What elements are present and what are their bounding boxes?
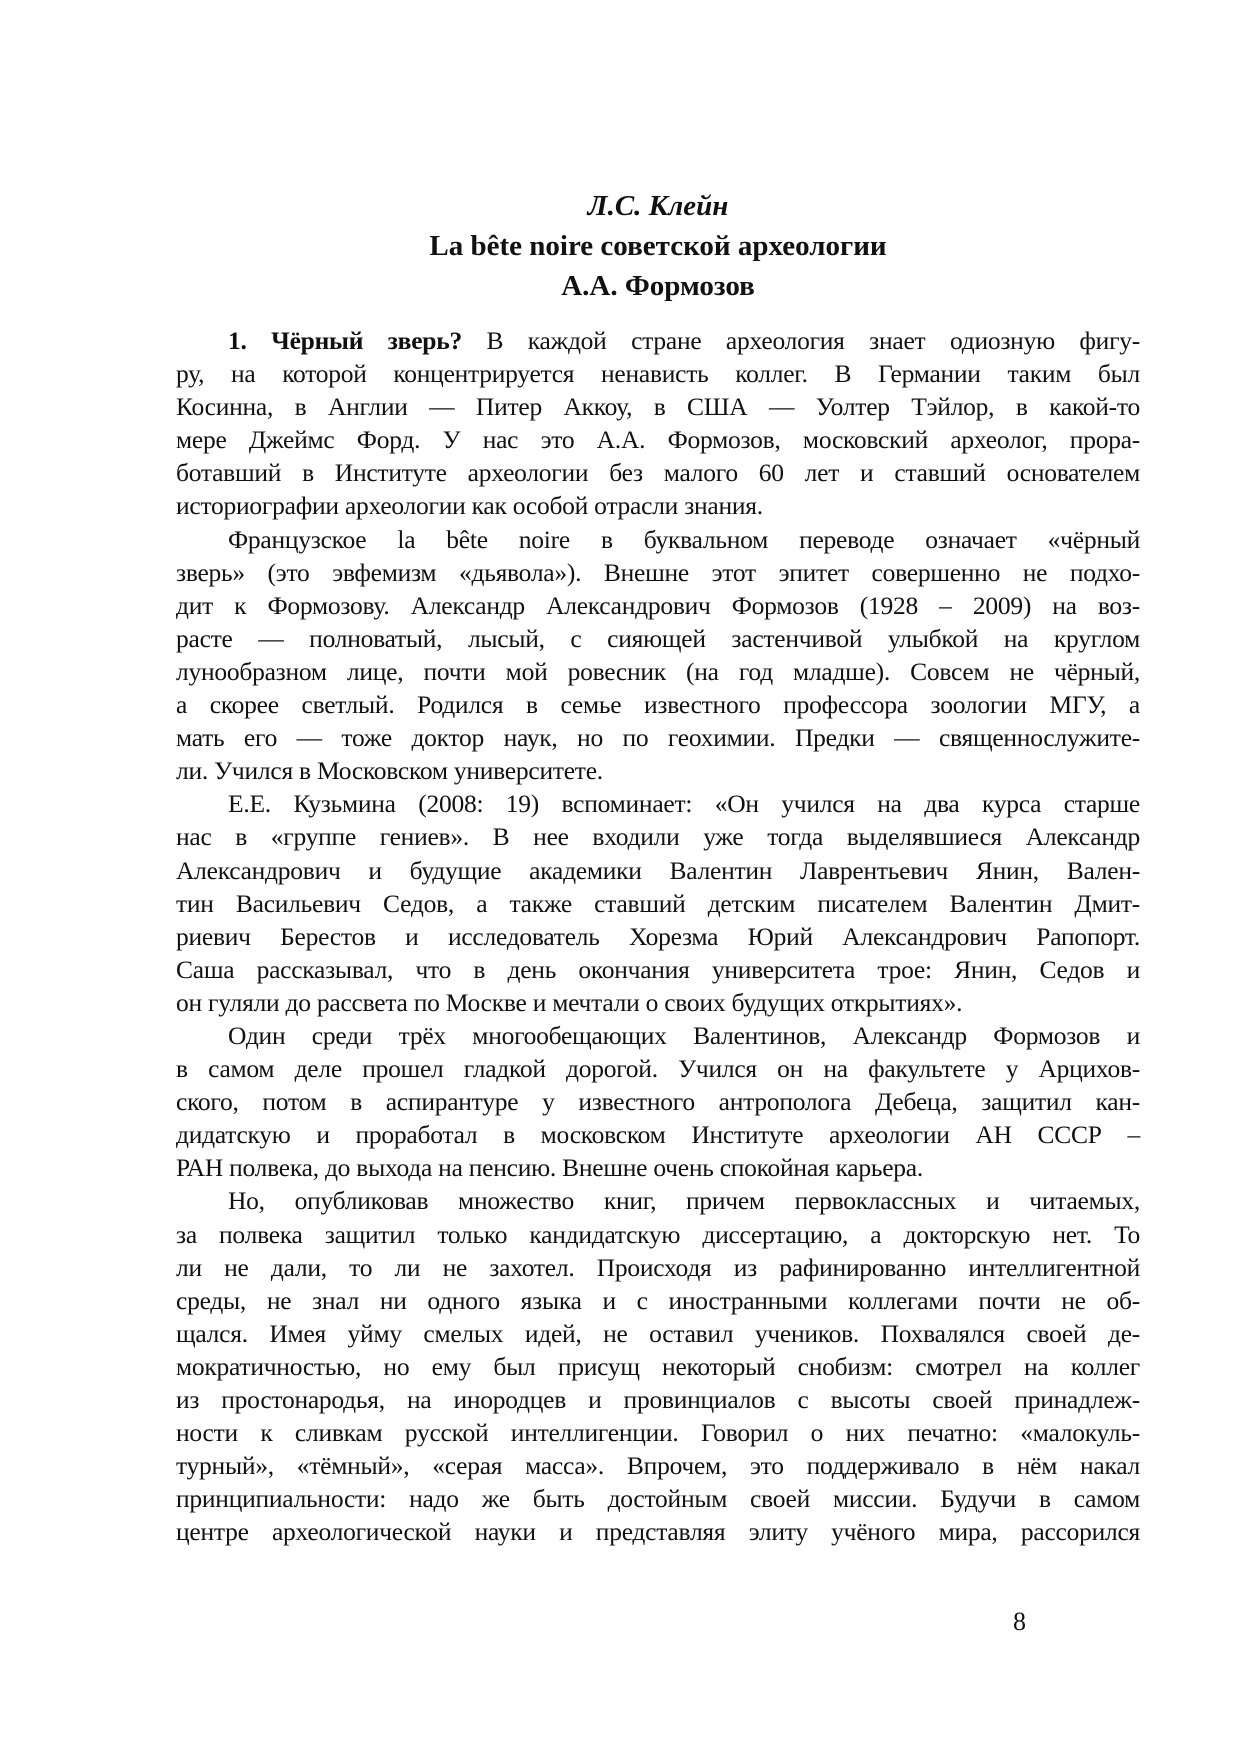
text-line: Французское la bête noire в буквальном переводе означает «чёрный [228, 524, 1140, 554]
text-line: ботавший в Институте археологии без малого 60 лет и ставший основателем [176, 458, 1140, 488]
text-line: Один среди трёх многообещающих Валентинов, Александр Формозов и [228, 1020, 1140, 1050]
text-line: нас в «группе гениев». В нее входили уже тогда выделявшиеся Александр [176, 822, 1140, 852]
text-line [176, 324, 1140, 357]
paragraph [176, 787, 1140, 1019]
article-subject: А.А. Формозов [561, 270, 755, 302]
text-line: ру, на которой концентрируется ненависть коллег. В Германии таким был [176, 359, 1140, 389]
text-line: щался. Имея уйму смелых идей, не оставил учеников. Похвалялся своей де- [176, 1318, 1140, 1348]
author-name: Л.С. Клейн [587, 190, 729, 222]
article-header [0, 186, 1241, 306]
text-line: Косинна, в Англии — Питер Аккоу, в США — Уолтер Тэйлор, в какой-то [176, 392, 1140, 422]
text-line: среды, не знал ни одного языка и с иностранными коллегами почти не об- [176, 1285, 1140, 1315]
text-line: дит к Формозову. Александр Александрович Формозов (1928 – 2009) на воз- [176, 590, 1140, 620]
text-line: тин Васильевич Седов, а также ставший детским писателем Валентин Дмит- [176, 888, 1140, 918]
text-line: а скорее светлый. Родился в семье известного профессора зоологии МГУ, а [176, 690, 1140, 720]
text-line: ности к сливкам русской интеллигенции. Говорил о них печатно: «малокуль- [176, 1418, 1140, 1448]
text-line: Е.Е. Кузьмина (2008: 19) вспоминает: «Он учился на два курса старше [228, 789, 1140, 819]
text-line: принципиальности: надо же быть достойным своей миссии. Будучи в самом [176, 1484, 1140, 1514]
text-line: историографии археологии как особой отрасли знания. [176, 491, 763, 521]
text-line: в самом деле прошел гладкой дорогой. Учился он на факультете у Арцихов- [176, 1054, 1140, 1084]
article-title: La bête noire советской археологии [429, 230, 887, 262]
paragraph [176, 1184, 1140, 1548]
text-line: ли. Учился в Московском университете. [176, 756, 603, 786]
text-line: ли не дали, то ли не захотел. Происходя из рафинированно интеллигентной [176, 1252, 1140, 1282]
text-line: риевич Берестов и исследователь Хорезма Юрий Александрович Рапопорт. [176, 921, 1140, 951]
paragraph [176, 1019, 1140, 1184]
article-body [176, 324, 1140, 1548]
text-line: РАН полвека, до выхода на пенсию. Внешне очень спокойная карьера. [176, 1153, 923, 1183]
text-line: Александрович и будущие академики Валентин Лаврентьевич Янин, Вален- [176, 855, 1140, 885]
text-span: В каждой стране археология знает одиозную фигу- [486, 326, 1141, 355]
text-line: мере Джеймс Форд. У нас это А.А. Формозов, московский археолог, прора- [176, 425, 1140, 455]
text-line: зверь» (это эвфемизм «дьявола»). Внешне этот эпитет совершенно не подхо- [176, 557, 1140, 587]
text-line: Но, опубликовав множество книг, причем первоклассных и читаемых, [228, 1186, 1140, 1216]
text-line: турный», «тёмный», «серая масса». Впрочем, это поддерживало в нём накал [176, 1451, 1140, 1481]
text-line: мать его — тоже доктор наук, но по геохимии. Предки — священнослужите- [176, 723, 1140, 753]
text-line: за полвека защитил только кандидатскую диссертацию, а докторскую нет. То [176, 1219, 1140, 1249]
text-line: центре археологической науки и представляя элиту учёного мира, рассорился [176, 1517, 1140, 1547]
text-line: расте — полноватый, лысый, с сияющей застенчивой улыбкой на круглом [176, 623, 1140, 653]
paragraph [176, 324, 1140, 523]
page-number: 8 [1013, 1607, 1026, 1637]
text-line: мократичностью, но ему был присущ некоторый снобизм: смотрел на коллег [176, 1351, 1140, 1381]
section-heading: 1. Чёрный зверь? [228, 326, 462, 355]
text-line: он гуляли до рассвета по Москве и мечтали о своих будущих открытиях». [176, 987, 963, 1017]
text-line: из простонародья, на инородцев и провинциалов с высоты своей принадлеж- [176, 1385, 1140, 1414]
text-line: дидатскую и проработал в московском Институте археологии АН СССР – [176, 1120, 1140, 1150]
text-line: лунообразном лице, почти мой ровесник (на год младше). Совсем не чёрный, [176, 656, 1140, 686]
text-line: Саша рассказывал, что в день окончания университета трое: Янин, Седов и [176, 954, 1140, 984]
paragraph [176, 523, 1140, 788]
text-line: ского, потом в аспирантуре у известного антрополога Дебеца, защитил кан- [176, 1087, 1140, 1117]
